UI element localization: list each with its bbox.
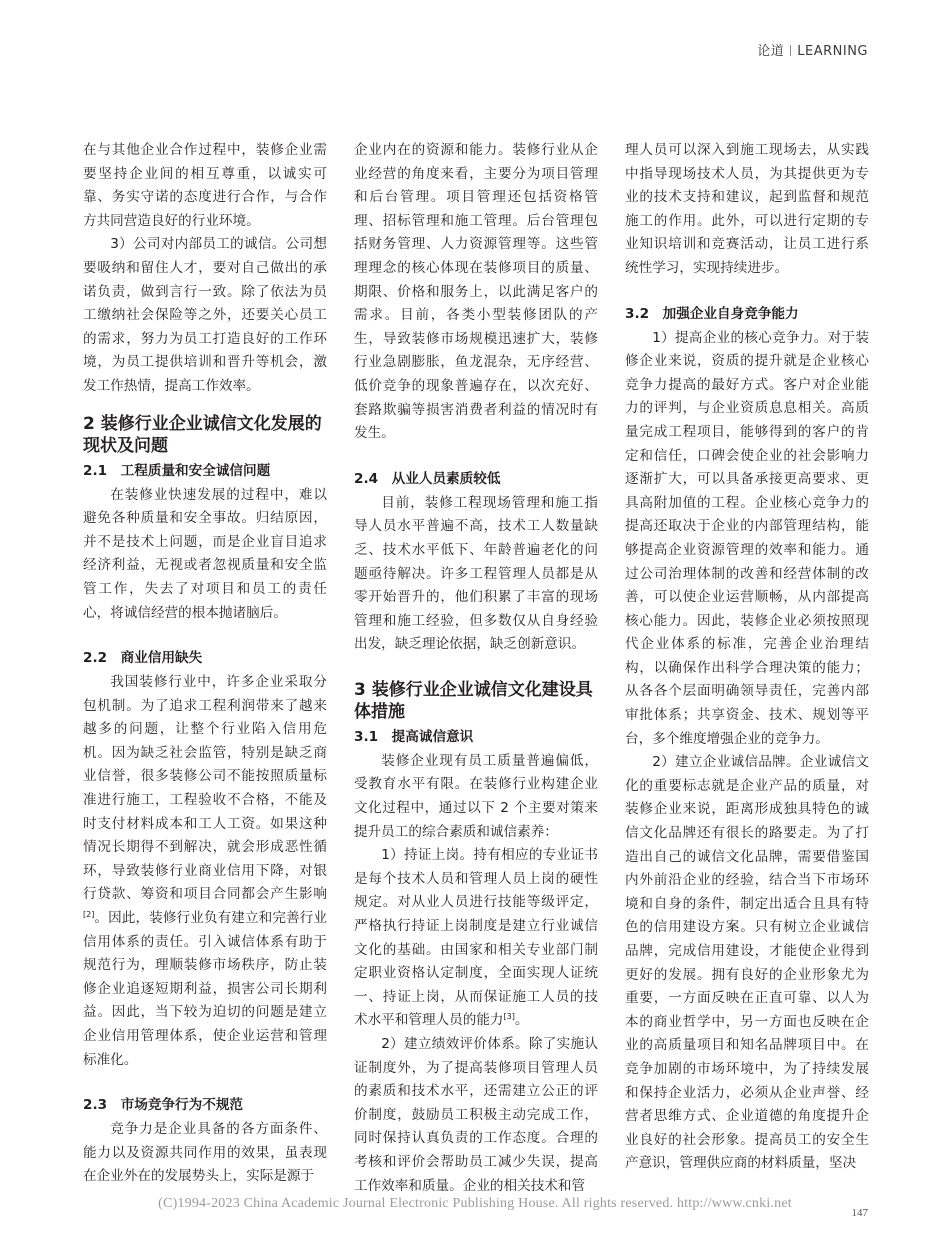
citation-ref: [3]: [503, 1012, 515, 1022]
paragraph-text: 。: [514, 1012, 529, 1029]
header-section: 论道: [757, 44, 785, 59]
citation-ref: [2]: [83, 910, 95, 920]
section-heading-3: 3 装修行业企业诚信文化建设具体措施: [354, 679, 593, 723]
paragraph-text: 1）持证上岗。持有相应的专业证书是每个技术人员和管理人员上岗的硬性规定。对从业人员进行技能等级评定，严格执行持证上岗制度是建立行业诚信文化的基础。由国家和相关专业部门制定职业资格认定制度，全面实现人证统一、持证上岗，从而保证施工人员的技术水平和管理人员的能力: [354, 847, 598, 1029]
paragraph-text: 我国装修行业中，许多企业采取分包机制。为了追求工程利润带来了越来越多的问题，让整个行业陷入信用危机。因为缺乏社会监管，特别是缺乏商业信誉，很多装修公司不能按照质量标准进行施工，工程验收不合格，不能及时支付材料成本和工人工资。如果这种情况长期得不到解决，就会形成恶性循环，导致装修行业商业信用下降，对银行贷款、筹资和项目合同都会产生影响: [83, 674, 327, 903]
column-2: [354, 139, 598, 1198]
paragraph: 3）公司对内部员工的诚信。公司想要吸纳和留住人才，要对自己做出的承诺负责，做到言行一致。除了依法为员工缴纳社会保险等之外，还要关心员工的需求，努力为员工打造良好的工作环境，为员工提供培训和晋升等机会，激发工作热情，提高工作效率。: [83, 236, 327, 394]
running-header: [757, 40, 868, 59]
paragraph: [83, 671, 327, 1072]
header-divider: [790, 45, 791, 56]
page-number: 147: [851, 1207, 868, 1219]
paragraph: 目前，装修工程现场管理和施工指导人员水平普遍不高，技术工人数量缺乏、技术水平低下、年龄普遍老化的问题亟待解决。许多工程管理人员都是从零开始晋升的，他们积累了丰富的现场管理和施工经验，但多数仅从自身经验出发，缺乏理论依据，缺乏创新意识。: [354, 494, 598, 653]
paragraph: 1）提高企业的核心竞争力。对于装修企业来说，资质的提升就是企业核心竞争力提高的最好方式。客户对企业能力的评判，与企业资质息息相关。高质量完成工程项目，能够得到的客户的肯定和信任，口碑会使企业的社会影响力逐渐扩大，可以具备承接更高要求、更具高附加值的工程。企业核心竞争力的提高还取决于企业的内部管理结构，能够提高企业资源管理的效率和能力。通过公司治理体制的改善和经营体制的改善，可以使企业运营顺畅，从内部提高核心能力。因此，装修企业必须按照现代企业体系的标准，完善企业治理结构，以确保作出科学合理决策的能力；从各各个层面明确领导责任，完善内部审批体系；共享资金、技术、规划等平台，多个维度增强企业的竞争力。: [625, 329, 869, 747]
paragraph-text: 。因此，装修行业负有建立和完善行业信用体系的责任。引入诚信体系有助于规范行为，理顺装修市场秩序，防止装修企业追逐短期利益，损害公司长期利益。因此，当下较为迫切的问题是建立企业信用管理体系，使企业运营和管理标准化。: [83, 910, 327, 1068]
paragraph: [354, 844, 598, 1033]
paragraph: 在与其他企业合作过程中，装修企业需要坚持企业间的相互尊重，以诚实可靠、务实守诺的态度进行合作，与合作方共同营造良好的行业环境。: [83, 142, 327, 229]
column-1: [83, 139, 327, 1189]
paragraph: 2）建立绩效评价体系。除了实施认证制度外，为了提高装修项目管理人员的素质和技术水平，还需建立公正的评价制度，鼓励员工积极主动完成工作，同时保持认真负责的工作态度。合理的考核和评价会帮助员工减少失误，提高工作效率和质量。企业的相关技术和管: [354, 1036, 598, 1194]
column-3: [625, 139, 869, 1176]
subsection-heading-2-1: 2.1 工程质量和安全诚信问题: [83, 462, 271, 479]
paragraph: 理人员可以深入到施工现场去，从实践中指导现场技术人员，为其提供更为专业的技术支持和建议，起到监督和规范施工的作用。此外，可以进行定期的专业知识培训和竞赛活动，让员工进行系统性学习，实现持续进步。: [625, 142, 869, 276]
paragraph: 在装修业快速发展的过程中，难以避免各种质量和安全事故。归结原因，并不是技术上问题，而是企业盲目追求经济利益，无视或者忽视质量和安全监管工作，失去了对项目和员工的责任心，将诚信经营的根本抛诸脑后。: [83, 486, 327, 621]
header-label: LEARNING: [797, 44, 868, 59]
copyright-watermark: (C)1994-2023 China Academic Journal Electronic Publishing House. All rights reserved. http://www.cnki.net: [158, 1196, 792, 1211]
section-heading-2: 2 装修行业企业诚信文化发展的现状及问题: [83, 413, 322, 457]
paragraph: 企业内在的资源和能力。装修行业从企业经营的角度来看，主要分为项目管理和后台管理。项目管理还包括资格管理、招标管理和施工管理。后台管理包括财务管理、人力资源管理等。这些管理理念的核心体现在装修项目的质量、期限、价格和服务上，以此满足客户的需求。目前，各类小型装修团队的产生，导致装修市场规模迅速扩大，装修行业急剧膨胀，鱼龙混杂，无序经营、低价竞争的现象普遍存在，以次充好、套路欺骗等损害消费者利益的情况时有发生。: [354, 142, 598, 442]
paragraph: 竞争力是企业具备的各方面条件、能力以及资源共同作用的效果，虽表现在企业外在的发展势头上，实际是源于: [83, 1121, 327, 1185]
subsection-heading-3-1: 3.1 提高诚信意识: [354, 728, 474, 745]
paragraph: 装修企业现有员工质量普遍偏低，受教育水平有限。在装修行业构建企业文化过程中，通过以下 2 个主要对策来提升员工的综合素质和诚信素养：: [354, 752, 598, 840]
subsection-heading-3-2: 3.2 加强企业自身竞争能力: [625, 305, 799, 322]
subsection-heading-2-4: 2.4 从业人员素质较低: [354, 470, 501, 487]
subsection-heading-2-3: 2.3 市场竞争行为不规范: [83, 1097, 244, 1114]
paragraph: 2）建立企业诚信品牌。企业诚信文化的重要标志就是企业产品的质量，对装修企业来说，距离形成独具特色的诚信文化品牌还有很长的路要走。为了打造出自己的诚信文化品牌，需要借鉴国内外前沿企业的经验，结合当下市场环境和自身的条件，制定出适合且具有特色的信用建设方案。只有树立企业诚信品牌，完成信用建设，才能使企业得到更好的发展。拥有良好的企业形象尤为重要，一方面反映在正直可靠、以人为本的商业哲学中，另一方面也反映在企业的高质量项目和知名品牌项目中。在竞争加剧的市场环境中，为了持续发展和保持企业活力，必须从企业声誉、经营者思维方式、企业道德的角度提升企业良好的社会形象。提高员工的安全生产意识，管理供应商的材料质量，坚决: [625, 754, 869, 1172]
subsection-heading-2-2: 2.2 商业信用缺失: [83, 650, 203, 667]
